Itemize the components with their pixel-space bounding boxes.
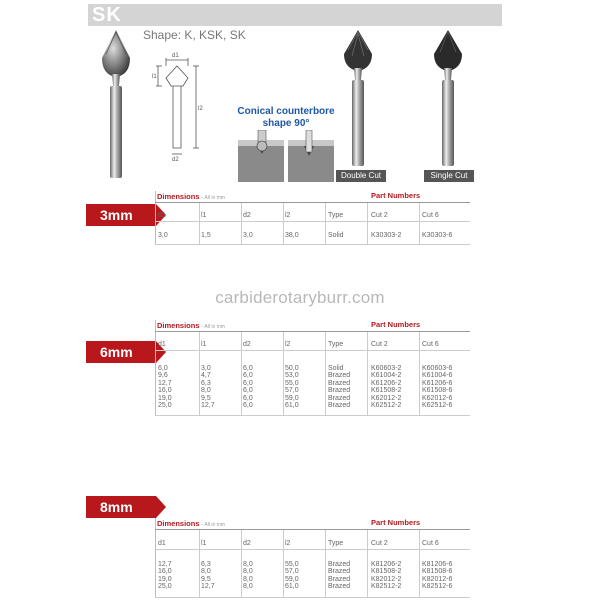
table-cell: 1,5 [201, 232, 211, 239]
table-cell: 3,0 [243, 232, 253, 239]
part-numbers-heading: Part Numbers [371, 191, 421, 200]
table-cell: K60603-6 [422, 365, 453, 372]
table-cell: K62512-6 [422, 402, 453, 409]
table-cell: 9,6 [158, 372, 168, 380]
table-cell: Brazed [328, 575, 351, 583]
table-cell: 61,0 [285, 402, 299, 409]
table-cell: K30303-6 [422, 232, 453, 239]
column-header: d2 [243, 540, 251, 547]
svg-text:l2: l2 [198, 106, 203, 112]
table-cell: Brazed [328, 394, 351, 402]
table-cell: Brazed [328, 583, 351, 591]
table-cell: 59,0 [285, 394, 299, 402]
table-cell: Brazed [328, 387, 351, 395]
column-header: l2 [285, 540, 291, 547]
table-cell: K81508-2 [371, 568, 402, 576]
table-cell: 12,7 [201, 583, 215, 591]
spec-table-8mm [155, 518, 470, 598]
table-cell: 16,0 [158, 568, 172, 576]
part-numbers-heading: Part Numbers [371, 320, 421, 329]
table-cell: 3,0 [201, 365, 211, 372]
column-header: Cut 6 [422, 341, 439, 348]
table-cell: Solid [328, 232, 344, 239]
table-cell: 8,0 [243, 583, 253, 591]
single-cut-label: Single Cut [424, 170, 474, 182]
table-cell: 9,5 [201, 575, 211, 583]
size-label: 6mm [100, 344, 133, 360]
column-header: d1 [158, 212, 166, 219]
table-cell: K61508-6 [422, 387, 453, 395]
header-bar [88, 4, 502, 26]
column-header-row [155, 211, 470, 220]
double-cut-label: Double Cut [336, 170, 386, 182]
burr-photo-single-cut [428, 26, 468, 168]
table-cell: K62512-2 [371, 402, 402, 409]
table-cell: 3,0 [158, 232, 168, 239]
svg-text:d1: d1 [172, 53, 179, 59]
table-cell: 6,0 [243, 402, 253, 409]
table-header [155, 518, 470, 530]
table-cell: K61004-6 [422, 372, 453, 380]
table-cell: 6,0 [158, 365, 168, 372]
spec-table-6mm [155, 320, 470, 416]
table-cell: K62012-6 [422, 394, 453, 402]
table-cell: 55,0 [285, 379, 299, 387]
dimensions-heading: Dimensions - All in mm [157, 519, 225, 528]
table-cell: K82512-2 [371, 583, 402, 591]
table-cell: K61206-2 [371, 379, 402, 387]
table-cell: K61206-6 [422, 379, 453, 387]
table-cell: 19,0 [158, 394, 172, 402]
size-tab-6mm [86, 341, 156, 363]
table-cell: 12,7 [158, 379, 172, 387]
table-cell: 8,0 [201, 387, 211, 395]
table-cell: 6,0 [243, 379, 253, 387]
table-cell: K81206-2 [371, 561, 402, 568]
dimensions-heading: Dimensions - All in mm [157, 192, 225, 201]
table-cell: 12,7 [158, 561, 172, 568]
table-cell: 16,0 [158, 387, 172, 395]
table-row [155, 231, 470, 240]
column-header: Cut 6 [422, 540, 439, 547]
table-cell: Brazed [328, 402, 351, 409]
column-header: d2 [243, 341, 251, 348]
table-cell: 4,7 [201, 372, 211, 380]
column-header: Cut 6 [422, 212, 439, 219]
table-cell: 9,5 [201, 394, 211, 402]
table-cell: 6,3 [201, 379, 211, 387]
burr-photo-double-cut [338, 26, 378, 168]
table-cell: 55,0 [285, 561, 299, 568]
table-cell: K60603-2 [371, 365, 402, 372]
column-header: Type [328, 540, 344, 547]
column-header: l1 [201, 212, 207, 219]
svg-text:l1: l1 [152, 74, 157, 80]
column-header: Type [328, 212, 344, 219]
column-header: d1 [158, 341, 166, 348]
table-header [155, 191, 470, 203]
column-header: l1 [201, 341, 207, 348]
table-cell: Brazed [328, 379, 351, 387]
table-cell: 25,0 [158, 583, 172, 591]
column-header: Cut 2 [371, 212, 388, 219]
table-cell: Brazed [328, 561, 351, 568]
table-cell: 61,0 [285, 583, 299, 591]
table-cell: K61508-2 [371, 387, 402, 395]
table-cell: 6,0 [243, 387, 253, 395]
shape-line: Shape: K, KSK, SK [143, 28, 246, 42]
table-cell: 57,0 [285, 568, 299, 576]
counterbore-title-line1: Conical counterbore [237, 106, 335, 117]
svg-text:d2: d2 [172, 157, 179, 163]
size-label: 8mm [100, 499, 133, 515]
table-cell: Brazed [328, 372, 351, 380]
table-cell: K82012-6 [422, 575, 453, 583]
table-cell: K61004-2 [371, 372, 402, 380]
table-cell: 6,0 [243, 394, 253, 402]
table-cell: 53,0 [285, 372, 299, 380]
table-cell: 8,0 [201, 568, 211, 576]
table-cell: 8,0 [243, 568, 253, 576]
table-cell: 12,7 [201, 402, 215, 409]
column-header: Cut 2 [371, 540, 388, 547]
table-cell: K81508-6 [422, 568, 453, 576]
table-cell: 59,0 [285, 575, 299, 583]
table-cell: 6,3 [201, 561, 211, 568]
table-row [155, 401, 470, 410]
table-cell: K82012-2 [371, 575, 402, 583]
table-cell: K30303-2 [371, 232, 402, 239]
table-header [155, 320, 470, 332]
table-cell: K62012-2 [371, 394, 402, 402]
table-cell: 8,0 [243, 575, 253, 583]
table-cell: 6,0 [243, 372, 253, 380]
counterbore-title-line2: shape 90° [262, 118, 310, 129]
column-header: d1 [158, 540, 166, 547]
table-cell: 19,0 [158, 575, 172, 583]
page-title: SK [92, 4, 122, 26]
table-cell: 6,0 [243, 365, 253, 372]
column-header: Type [328, 341, 344, 348]
size-tab-8mm [86, 496, 156, 518]
column-header: Cut 2 [371, 341, 388, 348]
column-header: l1 [201, 540, 207, 547]
column-header: l2 [285, 341, 291, 348]
spec-table-3mm [155, 191, 470, 245]
watermark: carbiderotaryburr.com [215, 288, 385, 307]
size-tab-3mm [86, 204, 156, 226]
dimension-diagram [150, 48, 205, 163]
column-header: d2 [243, 212, 251, 219]
table-cell: 38,0 [285, 232, 299, 239]
part-numbers-heading: Part Numbers [371, 518, 421, 527]
size-label: 3mm [100, 207, 133, 223]
table-cell: 8,0 [243, 561, 253, 568]
table-cell: Solid [328, 365, 344, 372]
table-cell: 25,0 [158, 402, 172, 409]
table-cell: K82512-6 [422, 583, 453, 591]
table-cell: 57,0 [285, 387, 299, 395]
counterbore-title [236, 106, 336, 130]
column-header: l2 [285, 212, 291, 219]
burr-photo-left [96, 28, 136, 183]
column-header-row [155, 539, 470, 548]
table-cell: Brazed [328, 568, 351, 576]
counterbore-illustration [238, 130, 334, 182]
table-row [155, 582, 470, 591]
dimensions-heading: Dimensions - All in mm [157, 321, 225, 330]
table-cell: 50,0 [285, 365, 299, 372]
table-cell: K81206-6 [422, 561, 453, 568]
column-header-row [155, 340, 470, 349]
